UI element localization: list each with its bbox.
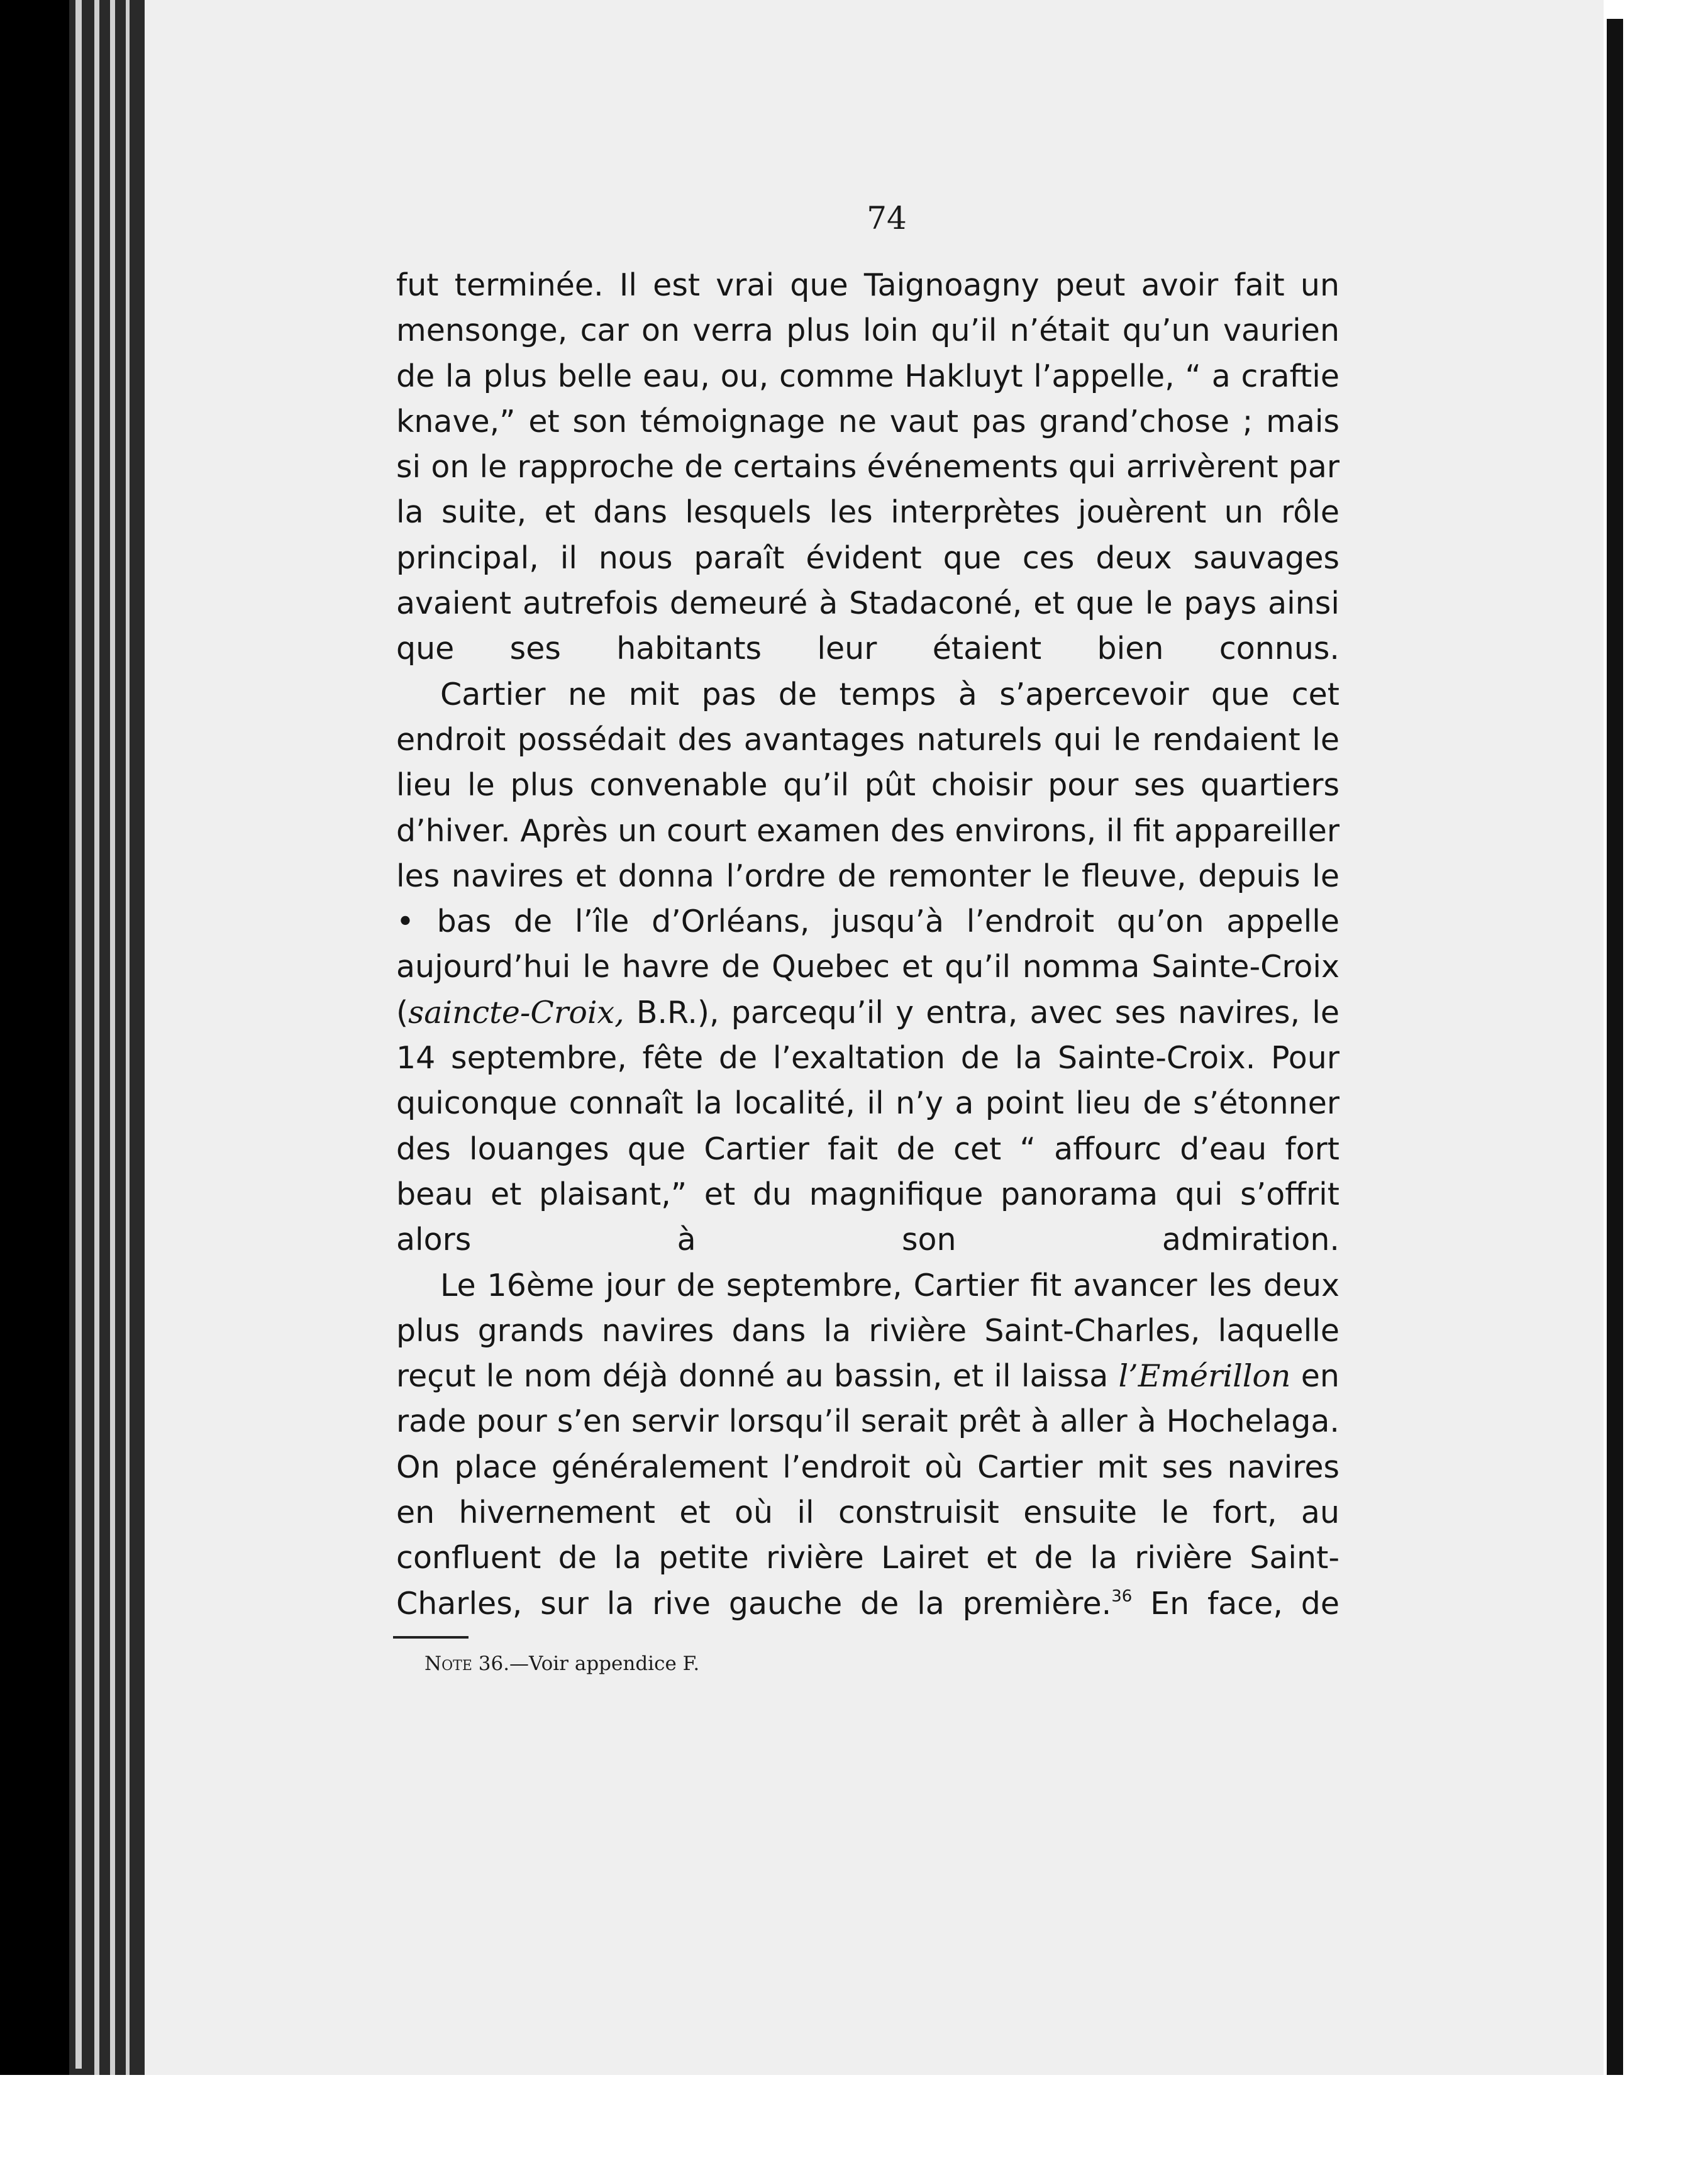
- footnote-label: Note: [424, 1652, 472, 1675]
- text-run: En face, de: [1132, 1585, 1340, 1622]
- footnote-ref: 36: [1111, 1586, 1133, 1606]
- page-edge-line: [126, 0, 130, 2075]
- text-run: fut terminée. Il est vrai que Taignoagny peut avoir fait un mensonge, car on verra plus loin qu’il n’était qu’un vaurien de la plus belle eau, ou, comme Hakluyt l’appelle, “ a craftie knave,” et son témoignage ne vaut pas grand’chose ; mais si on le rapproche de certains événements qui arrivèrent par la suite, et dans lesquels les interprètes jouèrent un rôle principal, il nous paraît évident que ces deux sauvages avaient autrefois demeuré à Stadaconé, et que le pays ainsi que ses habitants leur étaient bien connus.: [396, 267, 1339, 667]
- text-run: Cartier ne mit pas de temps à s’apercevoir que cet endroit possédait des avantages naturels qui le rendaient le lieu le plus convenable qu’il pût choisir pour ses quartiers d’hiver. Après un court examen des environs, il fit appareiller les navires et donna l’ordre de remonter le fleuve, depuis le • bas de l’île d’Orléans, jusqu’à l’endroit qu’on appelle aujourd’hui le havre de Quebec et qu’il nomma Sainte-Croix (: [396, 676, 1339, 1031]
- text-run: B.R.), parcequ’il y entra, avec ses navires, le 14 septembre, fête de l’exaltation de la Sainte-Croix. Pour quiconque connaît la localité, il n’y a point lieu de s’étonner des louanges que Cartier fait de cet “ affourc d’eau fort beau et plaisant,” et du magnifique panorama qui s’offrit alors à son admiration.: [396, 994, 1339, 1258]
- page-edge-line: [75, 0, 82, 2069]
- text-run: Le 16ème jour de septembre, Cartier fit avancer les deux plus grands navires dans la rivière Saint-Charles, laquelle reçut le nom déjà donné au bassin, et il laissa: [396, 1267, 1339, 1395]
- paragraph: [396, 263, 1339, 672]
- italic-text: saincte-Croix,: [408, 994, 624, 1031]
- italic-text: l’Emérillon: [1118, 1358, 1291, 1395]
- footnote-rule: [393, 1636, 469, 1639]
- paragraph: [396, 1263, 1339, 1627]
- binding-edge: [1607, 19, 1623, 2132]
- footnote: [424, 1652, 699, 1675]
- body-text: [396, 263, 1339, 1627]
- page-edge-line: [110, 0, 115, 2075]
- page-edge-line: [94, 0, 99, 2075]
- paragraph: [396, 672, 1339, 1263]
- footnote-text: 36.—Voir appendice F.: [472, 1652, 700, 1675]
- bottom-margin: [0, 2075, 1708, 2168]
- text-run: en rade pour s’en servir lorsqu’il serait prêt à aller à Hochelaga. On place généralement l’endroit où Cartier mit ses navires en hivernement et où il construisit ensuite le fort, au confluent de la petite rivière Lairet et de la rivière Saint-Charles, sur la rive gauche de la première.: [396, 1358, 1339, 1622]
- page-number: 74: [867, 200, 907, 236]
